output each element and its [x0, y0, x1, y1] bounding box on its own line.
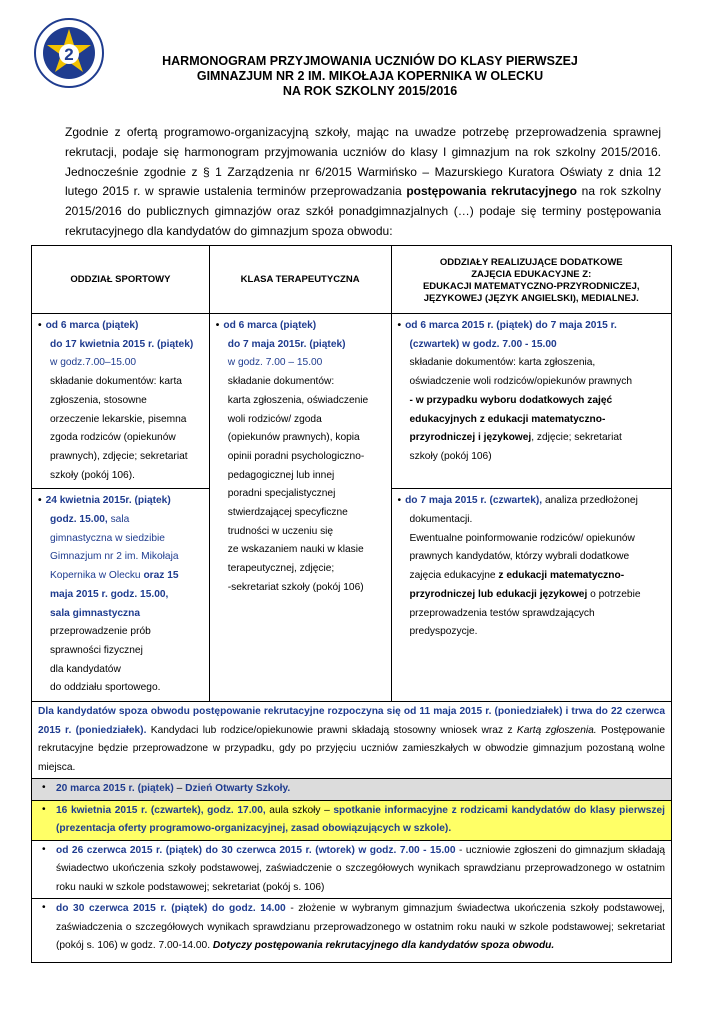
open-day-cell: • 20 marca 2015 r. (piątek) – Dzień Otwarty Szkoły.: [32, 779, 672, 801]
therapy-text: karta zgłoszenia, oświadczenie: [227, 394, 369, 406]
header-extra-l1: ODDZIAŁY REALIZUJĄCE DODATKOWE: [439, 257, 623, 268]
header-extra: [391, 246, 672, 314]
intro-text-1: Zgodnie z ofertą programowo-organizacyjną szkoły, mając na uwadze potrzebę przeprowadzenia sprawnej rekrutacji, podaje się harmonogram przyjmowania uczniów do klasy I gimnazjum na rok szkolny 2015/2016. Jednocześnie zgodnie z § 1 Zarządzenia nr 6/2015 Warmińsko – Mazurskiego Kuratora Oświaty z dnia 12 lutego 2015 r. w sprawie ustalenia terminów przeprowadzania: [65, 125, 661, 199]
schedule-table: [31, 245, 672, 963]
therapy-text: składanie dokumentów:: [227, 376, 335, 388]
outside-text: Postępowanie rekrutacyjne będzie przeprowadzone w przypadku, gdy po przyjęciu uczniów zamieszkałych w obwodzie gimnazjum pozostaną wolne miejsca.: [38, 724, 666, 773]
therapy-date-1: • od 6 marca (piątek): [216, 317, 385, 336]
sport-test-text: gimnastyczna w siedzibie: [50, 532, 165, 544]
extra-analysis-text: przeprowadzenia testów sprawdzających: [409, 607, 595, 619]
sport-date-2: do 17 kwietnia 2015 r. (piątek): [50, 338, 194, 350]
sport-test-bold: sala gimnastyczna: [50, 607, 141, 619]
sport-text: prawnych), zdjęcie; sekretariat: [50, 450, 188, 462]
meeting-date: 16 kwietnia 2015 r. (czwartek), godz. 17.00,: [56, 804, 266, 816]
extra-analysis-text: prawnych kandydatów, którzy wybrali dodatkowe: [409, 551, 630, 563]
certificate-cell-1: • od 26 czerwca 2015 r. (piątek) do 30 czerwca 2015 r. (wtorek) w godz. 7.00 - 15.00 - uczniowie zgłoszeni do gimnazjum składają świadectwo ukończenia szkoły podstawowej, zaświadczenie o szczegółowych wynikach sprawdzianu przeprowadzonego w ostatnim roku nauki w szkole podstawowej; sekretariat (pokój s. 106): [32, 840, 672, 899]
extra-text: oświadczenie woli rodziców/opiekunów prawnych: [409, 376, 633, 388]
header-extra-l3: EDUKACJI MATEMATYCZNO-PRZYRODNICZEJ,: [422, 281, 640, 292]
therapy-text: (opiekunów prawnych), kopia: [227, 432, 360, 444]
open-day-label: Dzień Otwarty Szkoły.: [185, 783, 291, 795]
sport-test-bold: oraz 15: [143, 570, 179, 582]
title-line-3: NA ROK SZKOLNY 2015/2016: [282, 84, 458, 98]
intro-bold: postępowania rekrutacyjnego: [406, 184, 578, 199]
sport-test-date: • 24 kwietnia 2015r. (piątek): [38, 492, 203, 511]
certificate-date-2: do 30 czerwca 2015 r. (piątek) do godz. 14.00: [56, 903, 286, 915]
extra-analysis-bold: z edukacji matematyczno-: [498, 570, 625, 582]
therapy-text: pedagogicznej lub innej: [227, 469, 335, 481]
header-sport: ODDZIAŁ SPORTOWY: [32, 246, 210, 314]
sport-test-text: Gimnazjum nr 2 im. Mikołaja: [50, 551, 179, 563]
certificate-date-1: od 26 czerwca 2015 r. (piątek) do 30 czerwca 2015 r. (wtorek) w godz. 7.00 - 15.00: [56, 844, 456, 856]
therapy-text: terapeutycznej, zdjęcie;: [227, 563, 335, 575]
title-line-2: GIMNAZJUM NR 2 IM. MIKOŁAJA KOPERNIKA W OLECKU: [196, 69, 544, 83]
sport-text: zgłoszenia, stosowne: [50, 394, 147, 406]
extra-text-bold: edukacyjnych z edukacji matematyczno-: [409, 413, 606, 425]
sport-test-bold: maja 2015 r. godz. 15.00,: [50, 588, 169, 600]
sport-test-text: do oddziału sportowego.: [50, 682, 161, 694]
extra-text-bold: przyrodniczej i językowej: [409, 432, 532, 444]
outside-district-row: [32, 702, 672, 779]
therapy-text: stwierdzającej specyficzne: [227, 507, 348, 519]
therapy-text: -sekretariat szkoły (pokój 106): [227, 581, 364, 593]
intro-text-2: na rok szkolny 2015/2016 do publicznych gimnazjów oraz szkół ponadgimnazjalnych (…) podaje się terminy postępowania rekrutacyjnego dla kandydatów do gimnazjum spoza obwodu:: [65, 184, 661, 238]
extra-text: szkoły (pokój 106): [409, 450, 492, 462]
school-logo: [33, 17, 105, 89]
sport-test-text: przeprowadzenie prób: [50, 626, 151, 638]
sport-text: składanie dokumentów: karta: [50, 376, 182, 388]
sport-date-1: • od 6 marca (piątek): [38, 317, 203, 336]
sport-test-text: Kopernika w Olecku: [50, 570, 144, 582]
therapy-text: opinii poradni psychologiczno-: [227, 450, 365, 462]
sport-test-text: sala: [107, 514, 130, 526]
sport-cell-tests: [32, 489, 210, 702]
sport-text: orzeczenie lekarskie, pisemna: [50, 413, 187, 425]
sport-text: szkoły (pokój 106).: [50, 469, 135, 481]
meeting-text: aula szkoły –: [265, 804, 334, 816]
open-day-dash: –: [173, 783, 186, 795]
open-day-row: [32, 779, 672, 801]
extra-analysis-text: o potrzebie: [587, 588, 641, 600]
extra-analysis-text: predyspozycje.: [409, 626, 478, 638]
therapy-text: trudności w uczeniu się: [227, 525, 334, 537]
schedule-row-1: [32, 314, 672, 489]
sport-test-text: sprawności fizycznej: [50, 644, 143, 656]
extra-text: , zdjęcie; sekretariat: [531, 432, 622, 444]
title-line-1: HARMONOGRAM PRZYJMOWANIA UCZNIÓW DO KLASY PIERWSZEJ: [162, 54, 578, 68]
logo-number: 2: [64, 45, 74, 64]
certificate-text-1: - uczniowie zgłoszeni do gimnazjum składają świadectwo ukończenia szkoły podstawowej, zaświadczenie o szczegółowych wynikach sprawdzianu przeprowadzonego w ostatnim roku nauki w szkole podstawowej; sekretariat (pokój s. 106): [56, 844, 665, 893]
therapy-cell: [209, 314, 391, 702]
therapy-text: woli rodziców/ zgoda: [227, 413, 322, 425]
header-therapy: KLASA TERAPEUTYCZNA: [209, 246, 391, 314]
extra-text-bold: - w przypadku wyboru dodatkowych zajęć: [409, 394, 613, 406]
extra-analysis-text: analiza przedłożonej: [542, 495, 638, 507]
sport-hours: w godz.7.00–15.00: [50, 357, 137, 369]
extra-cell-analysis: [391, 489, 672, 702]
certificate-note: Dotyczy postępowania rekrutacyjnego dla kandydatów spoza obwodu.: [212, 940, 555, 952]
sport-test-text: dla kandydatów: [50, 663, 121, 675]
certificate-text-2: - złożenie w wybranym gimnazjum świadectwa ukończenia szkoły podstawowej, zaświadczenia o szczegółowych wynikach sprawdzianu przeprowadzonego w ostatnim roku nauki w szkole podstawowej; sekretariat (pokój s. 106) w godz. 7.00-14.00.: [56, 903, 665, 952]
extra-analysis-date: do 7 maja 2015 r. (czwartek),: [405, 495, 543, 507]
therapy-text: ze wskazaniem nauki w klasie: [227, 544, 364, 556]
certificate-row-2: [32, 899, 672, 963]
certificate-row-1: [32, 840, 672, 899]
outside-dates: Dla kandydatów spoza obwodu postępowanie rekrutacyjne rozpoczyna się od 11 maja 2015 r. (poniedziałek) i trwa do 22 czerwca 2015 r. (poniedziałek).: [38, 706, 665, 736]
header-row: [32, 246, 672, 314]
header-extra-l2: ZAJĘCIA EDUKACYJNE Z:: [471, 269, 592, 280]
outside-text: Kandydaci lub rodzice/opiekunowie prawni składają stosowny wniosek wraz z: [146, 724, 517, 736]
therapy-hours: w godz. 7.00 – 15.00: [227, 357, 323, 369]
extra-date-2: (czwartek) w godz. 7.00 - 15.00: [409, 338, 557, 350]
meeting-cell: • 16 kwietnia 2015 r. (czwartek), godz. 17.00, aula szkoły – spotkanie informacyjne z rodzicami kandydatów do klasy pierwszej (prezentacja oferty programowo-organizacyjnej, zasad obowiązujących w szkole).: [32, 800, 672, 840]
extra-text: składanie dokumentów: karta zgłoszenia,: [409, 357, 596, 369]
certificate-cell-2: • do 30 czerwca 2015 r. (piątek) do godz. 14.00 - złożenie w wybranym gimnazjum świadectwa ukończenia szkoły podstawowej, zaświadczenia o szczegółowych wynikach sprawdzianu przeprowadzonego w ostatnim roku nauki w szkole podstawowej; sekretariat (pokój s. 106) w godz. 7.00-14.00. Dotyczy postępowania rekrutacyjnego dla kandydatów spoza obwodu.: [32, 899, 672, 963]
header-extra-l4: JĘZYKOWEJ (JĘZYK ANGIELSKI), MEDIALNEJ.: [423, 293, 639, 304]
extra-analysis-text: dokumentacji.: [409, 514, 473, 526]
meeting-row: [32, 800, 672, 840]
intro-paragraph: [65, 123, 661, 242]
outside-italic: Kartą zgłoszenia.: [516, 724, 597, 736]
sport-text: zgoda rodziców (opiekunów: [50, 432, 176, 444]
extra-date-1: • od 6 marca 2015 r. (piątek) do 7 maja 2015 r.: [398, 317, 666, 336]
outside-district-cell: [32, 702, 672, 779]
extra-analysis-text: Ewentualne poinformowanie rodziców/ opiekunów: [409, 532, 635, 544]
therapy-text: poradni specjalistycznej: [227, 488, 336, 500]
open-day-date: 20 marca 2015 r. (piątek): [56, 783, 174, 795]
extra-analysis-bold: przyrodniczej lub edukacji językowej: [409, 588, 588, 600]
meeting-label: spotkanie informacyjne z rodzicami kandydatów do klasy pierwszej (prezentacja oferty programowo-organizacyjnej, zasad obowiązujących w szkole).: [56, 804, 665, 835]
extra-analysis-text: zajęcia edukacyjne: [409, 570, 499, 582]
therapy-date-2: do 7 maja 2015r. (piątek): [227, 338, 346, 350]
sport-test-hour: godz. 15.00,: [50, 514, 108, 526]
extra-cell-documents: [391, 314, 672, 489]
page-title: [120, 54, 620, 99]
sport-cell-documents: [32, 314, 210, 489]
